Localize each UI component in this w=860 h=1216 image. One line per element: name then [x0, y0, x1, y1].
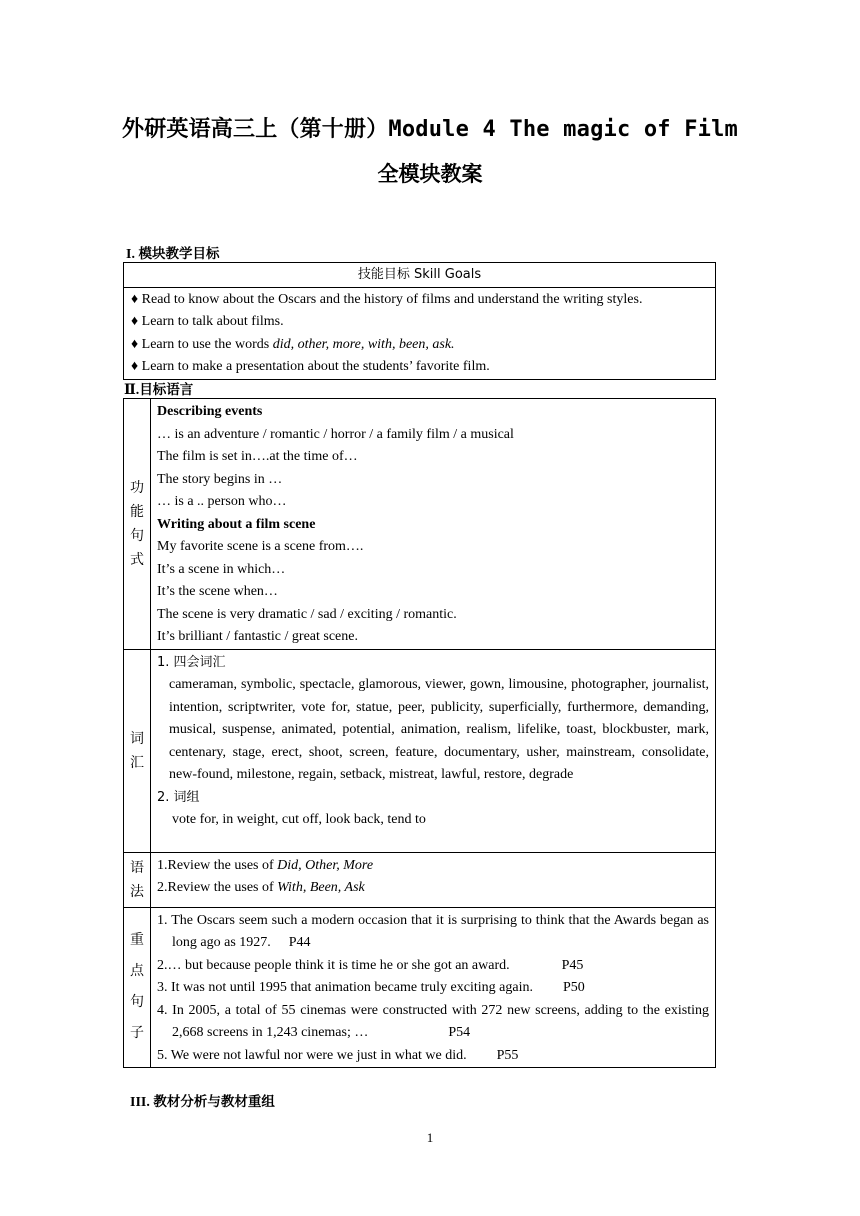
row-label: 词 汇	[124, 649, 151, 852]
page-ref: P50	[562, 980, 585, 995]
grammar-content	[151, 852, 716, 907]
page-ref: P55	[496, 1047, 519, 1063]
section-number: III.	[130, 1095, 150, 1110]
key-sentences-content	[151, 907, 716, 1068]
section-title: 教材分析与教材重组	[153, 1094, 275, 1110]
subheading: 1. 四会词汇	[157, 654, 226, 670]
subheading: Describing events	[157, 404, 263, 419]
subheading: Writing about a film scene	[157, 516, 316, 532]
vocabulary-content	[151, 649, 716, 852]
functional-row	[124, 399, 716, 650]
bullet-icon: ♦	[131, 336, 139, 352]
page-ref: P54	[448, 1025, 471, 1040]
target-language-table	[123, 398, 716, 1068]
list-item: ♦ Learn to make a presentation about the students’ favorite film.	[131, 359, 490, 374]
skill-goals-header-text: 技能目标 Skill Goals	[357, 267, 482, 282]
section-heading-objectives	[126, 242, 219, 263]
bullet-icon: ♦	[131, 359, 139, 374]
row-label: 功 能 句 式	[124, 399, 151, 650]
section-heading-target-language	[124, 378, 193, 399]
section-number: I.	[126, 247, 135, 262]
list-item: ♦ Learn to talk about films.	[131, 314, 284, 329]
grammar-row	[124, 852, 716, 907]
document-title: 外研英语高三上（第十册）Module 4 The magic of Film	[122, 117, 738, 142]
vocabulary-row	[124, 649, 716, 852]
section-heading-analysis	[130, 1090, 275, 1111]
list-item: 1.Review the uses of Did, Other, More	[157, 857, 374, 873]
list-item: 5. We were not lawful nor were we just in what we did. P55	[157, 1047, 519, 1063]
page-number: 1	[426, 1130, 434, 1145]
section-title: 模块教学目标	[138, 246, 220, 262]
document-subtitle: 全模块教案	[377, 162, 483, 186]
key-sentences-row	[124, 907, 716, 1068]
row-label: 重 点 句 子	[124, 907, 151, 1068]
list-item: 4. In 2005, a total of 55 cinemas were constructed with 272 new screens, adding to the existing 2,668 screens in 1,243 cinemas; … P54	[157, 1002, 709, 1040]
row-label: 语 法	[124, 852, 151, 907]
skill-goals-header	[124, 263, 716, 288]
list-item: 1. The Oscars seem such a modern occasion that it is surprising to think that the Awards began as long ago as 1927. P44	[157, 912, 709, 950]
section-number: Ⅱ.	[124, 383, 140, 398]
skill-goals-content	[124, 287, 716, 379]
word-list: cameraman, symbolic, spectacle, glamorous, viewer, gown, limousine, photographer, journalist, intention, scriptwriter, vote for, statue, peer, publicity, superficially, furthermore, demanding, musical, suspense, animated, potential, animation, realism, lifelike, toast, blockbuster, mark, centenary, stage, erect, shoot, screen, feature, documentary, usher, mainstream, consolidate, new-found, milestone, regain, setback, mistreat, lawful, restore, degrade	[169, 677, 709, 782]
list-item: ♦ Learn to use the words did, other, more, with, been, ask.	[131, 336, 455, 352]
functional-content: Describing events … is an adventure / romantic / horror / a family film / a musical The film is set in….at the time of… The story begins in … … is a .. person who… Writing about a film scene My favorite scene is a scene from…. It’s a scene in which… It’s the scene when… The scene is very dramatic / sad / exciting / romantic. It’s brilliant / fantastic / great scene.	[151, 399, 716, 650]
skill-goals-table	[123, 262, 716, 380]
list-item: ♦ Read to know about the Oscars and the history of films and understand the writing styles.	[131, 291, 643, 307]
subheading: 2. 词组	[157, 789, 200, 805]
page-ref: P44	[288, 935, 311, 950]
phrase-list: vote for, in weight, cut off, look back, tend to	[172, 812, 426, 827]
bullet-icon: ♦	[131, 291, 139, 307]
list-item: 2.… but because people think it is time he or she got an award. P45	[157, 957, 584, 973]
section-title: 目标语言	[139, 382, 194, 398]
list-item: 2.Review the uses of With, Been, Ask	[157, 880, 365, 895]
bullet-icon: ♦	[131, 314, 139, 329]
page-ref: P45	[561, 957, 584, 973]
list-item: 3. It was not until 1995 that animation became truly exciting again. P50	[157, 980, 585, 995]
